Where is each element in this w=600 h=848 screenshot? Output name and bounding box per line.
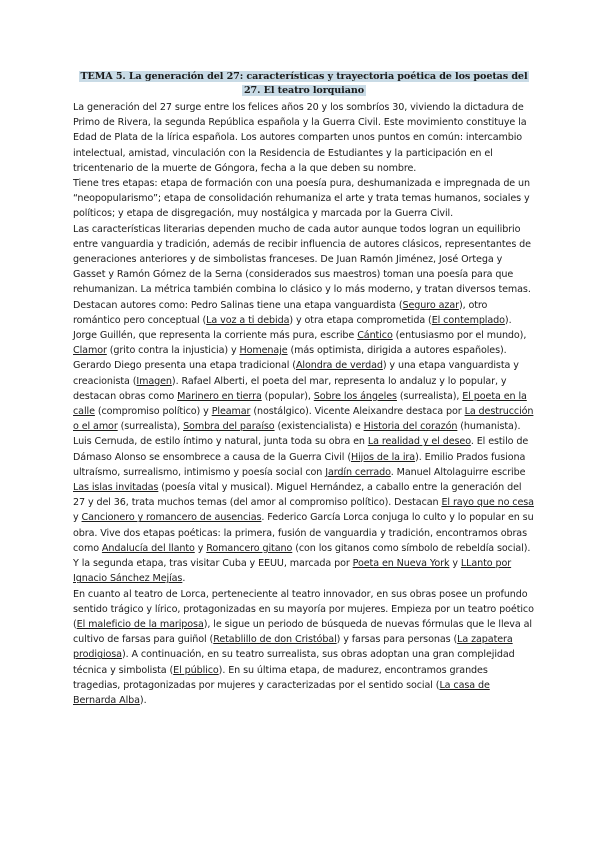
work-title: Imagen [136,375,172,387]
text-run: (existencialista) e [274,421,364,433]
text-run: (grito contra la injusticia) y [106,345,240,357]
text-run: . Federico García Lorca conjuga lo culto y lo popular en su obra. Vive dos etapas poéticas: la primera, fusión de vanguardia y tradición, encontramos obras como [73,512,534,554]
work-title: Las islas invitadas [73,482,159,494]
work-title: La destrucción o el amor [73,406,534,433]
work-title: Homenaje [239,345,288,357]
text-run: ) y una etapa vanguardista y creacionista ( [73,360,519,387]
text-run: ), le sigue un periodo de búsqueda de nuevas fórmulas que le lleva al cultivo de farsas para guiñol ( [73,618,532,646]
text-run: ) y otra etapa comprometida ( [289,314,432,326]
text-run: . Manuel Altolaguirre escribe [390,466,526,478]
text-run: (con los gitanos como símbolo de rebeldía social). Y la segunda etapa, tras visitar Cuba y EEUU, marcada por [73,542,531,570]
paragraph [73,587,535,709]
paragraph [73,222,535,298]
work-title: Andalucía del llanto [101,542,195,554]
work-title: El rayo que no cesa [441,497,534,509]
text-run: ) y farsas para personas ( [336,634,458,646]
text-run: (surrealista), [396,390,463,402]
work-title: Clamor [73,345,107,357]
document-page [73,70,535,708]
work-title: Cántico [357,330,393,342]
text-run: ). A continuación, en su teatro surrealista, sus obras adoptan una gran complejidad técnica y simbolista ( [73,649,515,676]
text-run: Las características literarias dependen mucho de cada autor aunque todos logran un equilibrio entre vanguardia y tradición, además de recibir influencia de autores clásicos, representantes de generaciones anteriores y de simbolistas franceses. De Juan Ramón Jiménez, José Ortega y Gasset y Ramón Gómez de la Serna (considerados sus maestros) toman una poesía para que rehumanizan. La métrica también combina lo clásico y lo más moderno, y tratan diversos temas. [73,223,531,296]
text-run: En cuanto al teatro de Lorca, perteneciente al teatro innovador, en sus obras posee un profundo sentido trágico y lírico, protagonizadas en su mayoría por mujeres. Empieza por un teatro poético ( [73,588,534,630]
paragraph [73,298,535,587]
work-title: La zapatera prodigiosa [73,634,513,661]
text-run: ). En su última etapa, de madurez, encontramos grandes tragedias, protagonizadas por mujeres y caracterizadas por el sentido social ( [73,664,488,691]
text-run: ). Emilio Prados fusiona ultraísmo, surrealismo, intimismo y poesía social con [73,451,526,478]
work-title: La casa de Bernarda Alba [73,679,490,706]
work-title: Cancionero y romancero de ausencias [81,512,262,524]
text-run: (compromiso político) y [94,406,212,418]
work-title: El contemplado [431,314,505,326]
text-run: (surrealista), [117,421,184,433]
work-title: Romancero gitano [206,542,293,554]
paragraph [73,176,535,222]
work-title: LLanto por Ignacio Sánchez Mejías [73,558,512,585]
work-title: Sombra del paraíso [183,421,275,433]
text-run: . [182,573,186,585]
document-title [73,70,535,98]
work-title: Hijos de la ira [350,451,416,463]
document-body [73,100,535,708]
text-run: . El estilo de Dámaso Alonso se ensombrece a causa de la Guerra Civil ( [73,436,529,463]
work-title: La realidad y el deseo [367,436,471,448]
work-title: Retablillo de don Cristóbal [213,634,337,646]
text-run: y [449,558,461,570]
text-run: (entusiasmo por el mundo), [392,330,527,342]
work-title: Seguro azar [402,299,459,311]
text-run: ). [139,694,147,706]
text-run: (popular), [261,390,314,402]
title-text: TEMA 5. La generación del 27: características y trayectoria poética de los poetas del 27. El teatro lorquiano [80,71,528,96]
text-run: ). Rafael Alberti, el poeta del mar, representa lo andaluz y lo popular, y destacan obras como [73,375,507,402]
work-title: Marinero en tierra [177,390,262,402]
text-run: Destacan autores como: Pedro Salinas tiene una etapa vanguardista ( [73,299,403,311]
work-title: La voz a ti debida [206,314,290,326]
text-run: y [194,542,207,554]
work-title: El maleficio de la mariposa [76,618,204,630]
work-title: Alondra de verdad [295,360,383,372]
work-title: Sobre los ángeles [313,390,397,402]
paragraph [73,100,535,176]
work-title: El poeta en la calle [73,390,527,418]
text-run: y [73,512,82,524]
text-run: ). Jorge Guillén, que representa la corriente más pura, escribe [73,314,512,342]
work-title: Pleamar [211,406,251,418]
work-title: Historia del corazón [363,421,458,433]
text-run: ), otro romántico pero conceptual ( [73,299,488,326]
text-run: La generación del 27 surge entre los felices años 20 y los sombríos 30, viviendo la dictadura de Primo de Rivera, la segunda República española y la Guerra Civil. Este movimiento constituye la Edad de Plata de la lírica española. Los autores comparten unos puntos en común: intercambio intelectual, amistad, vinculación con la Residencia de Estudiantes y la participación en el tricentenario de la muerte de Góngora, fecha a la que deben su nombre. [73,102,527,174]
work-title: El público [173,664,219,676]
work-title: Poeta en Nueva York [352,558,450,570]
text-run: (nostálgico). Vicente Aleixandre destaca por [250,406,465,418]
text-run: (poesía vital y musical). Miguel Hernández, a caballo entre la generación del 27 y del 36, trata muchos temas (del amor al compromiso político). Destacan [73,482,522,509]
work-title: Jardín cerrado [325,466,391,478]
text-run: (más optimista, dirigida a autores españoles). Gerardo Diego presenta una etapa tradicional ( [73,345,507,372]
text-run: Tiene tres etapas: etapa de formación con una poesía pura, deshumanizada e impregnada de un “neopopularismo”; etapa de consolidación rehumaniza el arte y trata temas humanos, sociales y políticos; y etapa de disgregación, muy nostálgica y marcada por la Guerra Civil. [73,178,531,220]
text-run: (humanista). Luis Cernuda, de estilo íntimo y natural, junta toda su obra en [73,421,521,448]
